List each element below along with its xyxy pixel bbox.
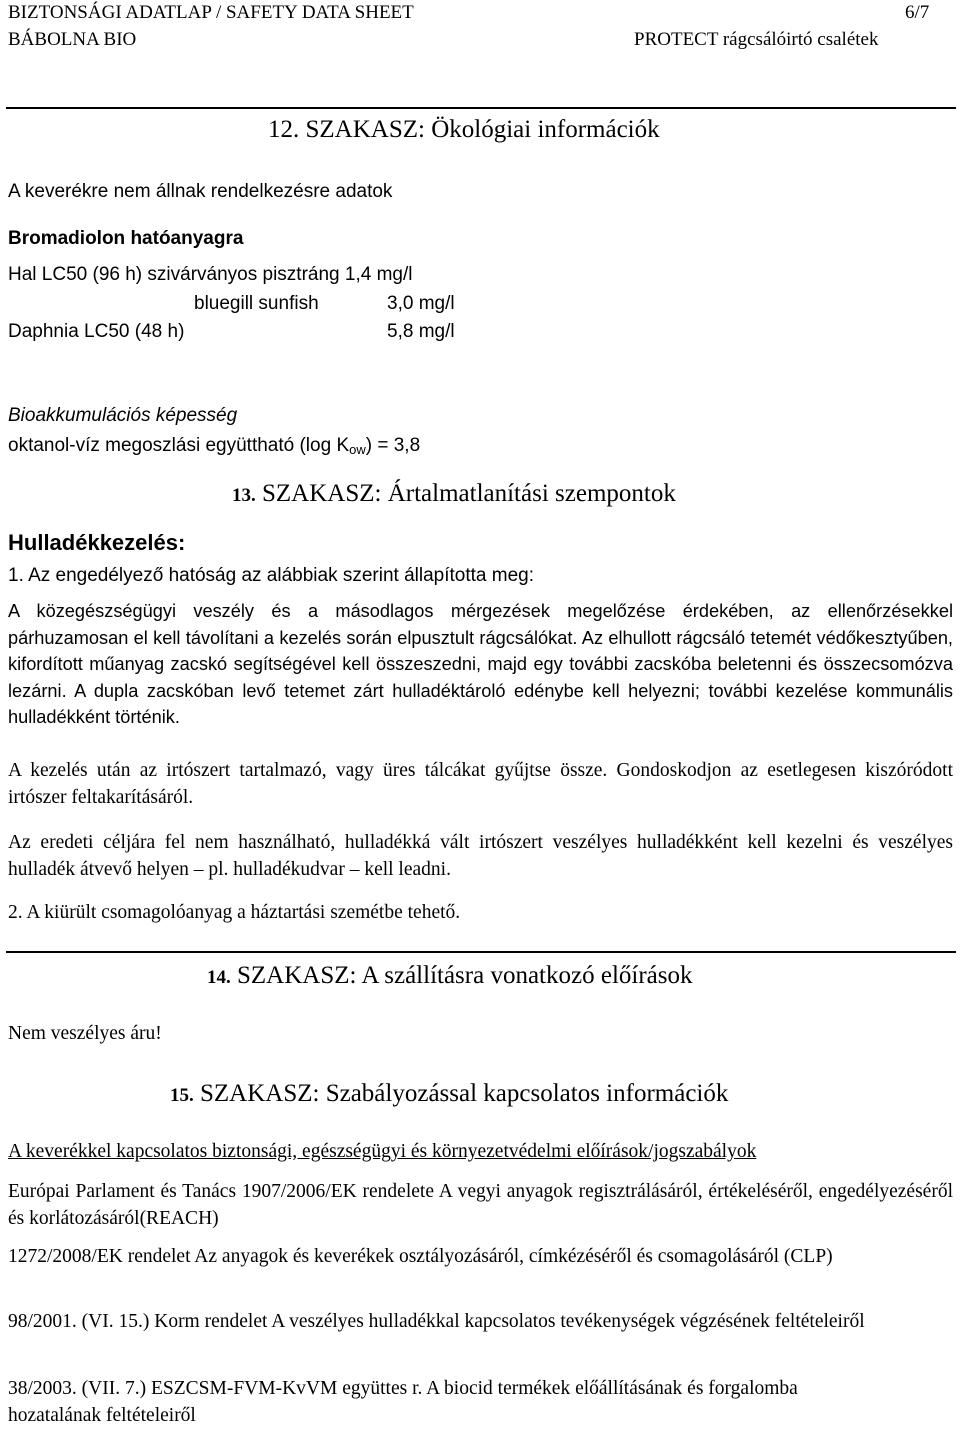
header-title: BIZTONSÁGI ADATLAP / SAFETY DATA SHEET [8,2,414,23]
section-12-title: 12. SZAKASZ: Ökológiai információk [268,116,660,143]
section-12-no-data: A keverékre nem állnak rendelkezésre adatok [8,181,393,202]
header-divider [6,107,956,109]
header-company: BÁBOLNA BIO [8,29,137,50]
tox-fish-line [8,264,412,286]
section-14-text: Nem veszélyes áru! [8,1023,162,1044]
bioacc-sub: ow [349,442,366,457]
regulation-2: 1272/2008/EK rendelet Az anyagok és keverékek osztályozásáról, címkézéséről és csomagolásáról (CLP) [8,1246,833,1267]
waste-paragraph-3: Az eredeti céljára fel nem használható, hulladékká vált irtószert veszélyes hulladékként kell kezelni és veszélyes hulladék átvevő helyen – pl. hulladékudvar – kell leadni. [8,832,953,880]
section-15-number: 15. [170,1085,194,1106]
waste-item-2: 2. A kiürült csomagolóanyag a háztartási szemétbe tehető. [8,902,461,923]
tox-daphnia-label: Daphnia LC [8,321,109,342]
waste-paragraph-2: A kezelés után az irtószert tartalmazó, vagy üres tálcákat gyűjtse össze. Gondoskodjon az esetlegesen kiszóródott irtószer feltakarításáról. [8,760,953,808]
bioacc-line [8,435,420,457]
bioacc-label: oktanol-víz megoszlási együttható (log K [8,435,350,456]
section-14-title-text: SZAKASZ: A szállításra vonatkozó előírások [230,962,693,989]
section-13-title-text: SZAKASZ: Ártalmatlanítási szempontok [255,480,676,507]
section-14-title [207,962,692,990]
waste-paragraph-1: A közegészségügyi veszély és a másodlagos mérgezések megelőzése érdekében, az ellenőrzésekkel párhuzamosan el kell távolítani a kezelés során elpusztult rágcsálókat. Az elhullott rágcsáló tetemét védőkesztyűben, kifordított műanyag zacskó segítségével kell összeszedni, majd egy további zacskóba beletenni és összecsomózva lezárni. A dupla zacskóban levő tetemet zárt hulladéktároló edénybe kell helyezni; további kezelése kommunális hulladékként történik. [8,601,953,727]
section-14-divider [6,951,956,953]
section-15-title [170,1080,728,1108]
regulation-4: 38/2003. (VII. 7.) ESZCSM-FVM-KvVM együttes r. A biocid termékek előállításának és forgalomba hozatalának feltételeiről [8,1378,798,1426]
tox-bluegill-value: 3,0 mg/l [387,293,455,314]
regulation-1: Európai Parlament és Tanács 1907/2006/EK rendelete A vegyi anyagok regisztrálásáról, értékeléséről, engedélyezéséről és korlátozásáról(REACH) [8,1181,953,1229]
section-14-number: 14. [207,967,231,988]
section-13-number: 13. [232,485,256,506]
section-15-title-text: SZAKASZ: Szabályozással kapcsolatos információk [193,1080,729,1107]
header-product: PROTECT rágcsálóirtó csalétek [634,29,879,50]
section-12-subheading: Bromadiolon hatóanyagra [8,228,244,249]
tox-daphnia-line [8,321,184,343]
waste-item-1: 1. Az engedélyező hatóság az alábbiak szerint állapította meg: [8,565,535,586]
waste-heading: Hulladékkezelés: [8,530,186,555]
tox-daphnia-rest: (48 h) [129,321,185,342]
bioacc-title: Bioakkumulációs képesség [8,405,238,426]
tox-fish-rest: (96 h) szivárványos pisztráng 1,4 mg/l [87,264,413,285]
bioacc-value: ) = 3,8 [365,435,421,456]
tox-bluegill-label: bluegill sunfish [194,293,319,314]
tox-fish-label: Hal LC [8,264,67,285]
tox-fish-sub: 50 [66,264,88,285]
tox-daphnia-sub: 50 [108,321,130,342]
regulation-3: 98/2001. (VI. 15.) Korm rendelet A veszélyes hulladékkal kapcsolatos tevékenységek végzésének feltételeiről [8,1311,865,1332]
page-number: 6/7 [905,2,930,23]
section-15-subheading: A keverékkel kapcsolatos biztonsági, egészségügyi és környezetvédelmi előírások/jogszabályok [8,1141,757,1162]
tox-daphnia-value: 5,8 mg/l [387,321,455,342]
section-13-title [232,480,676,508]
